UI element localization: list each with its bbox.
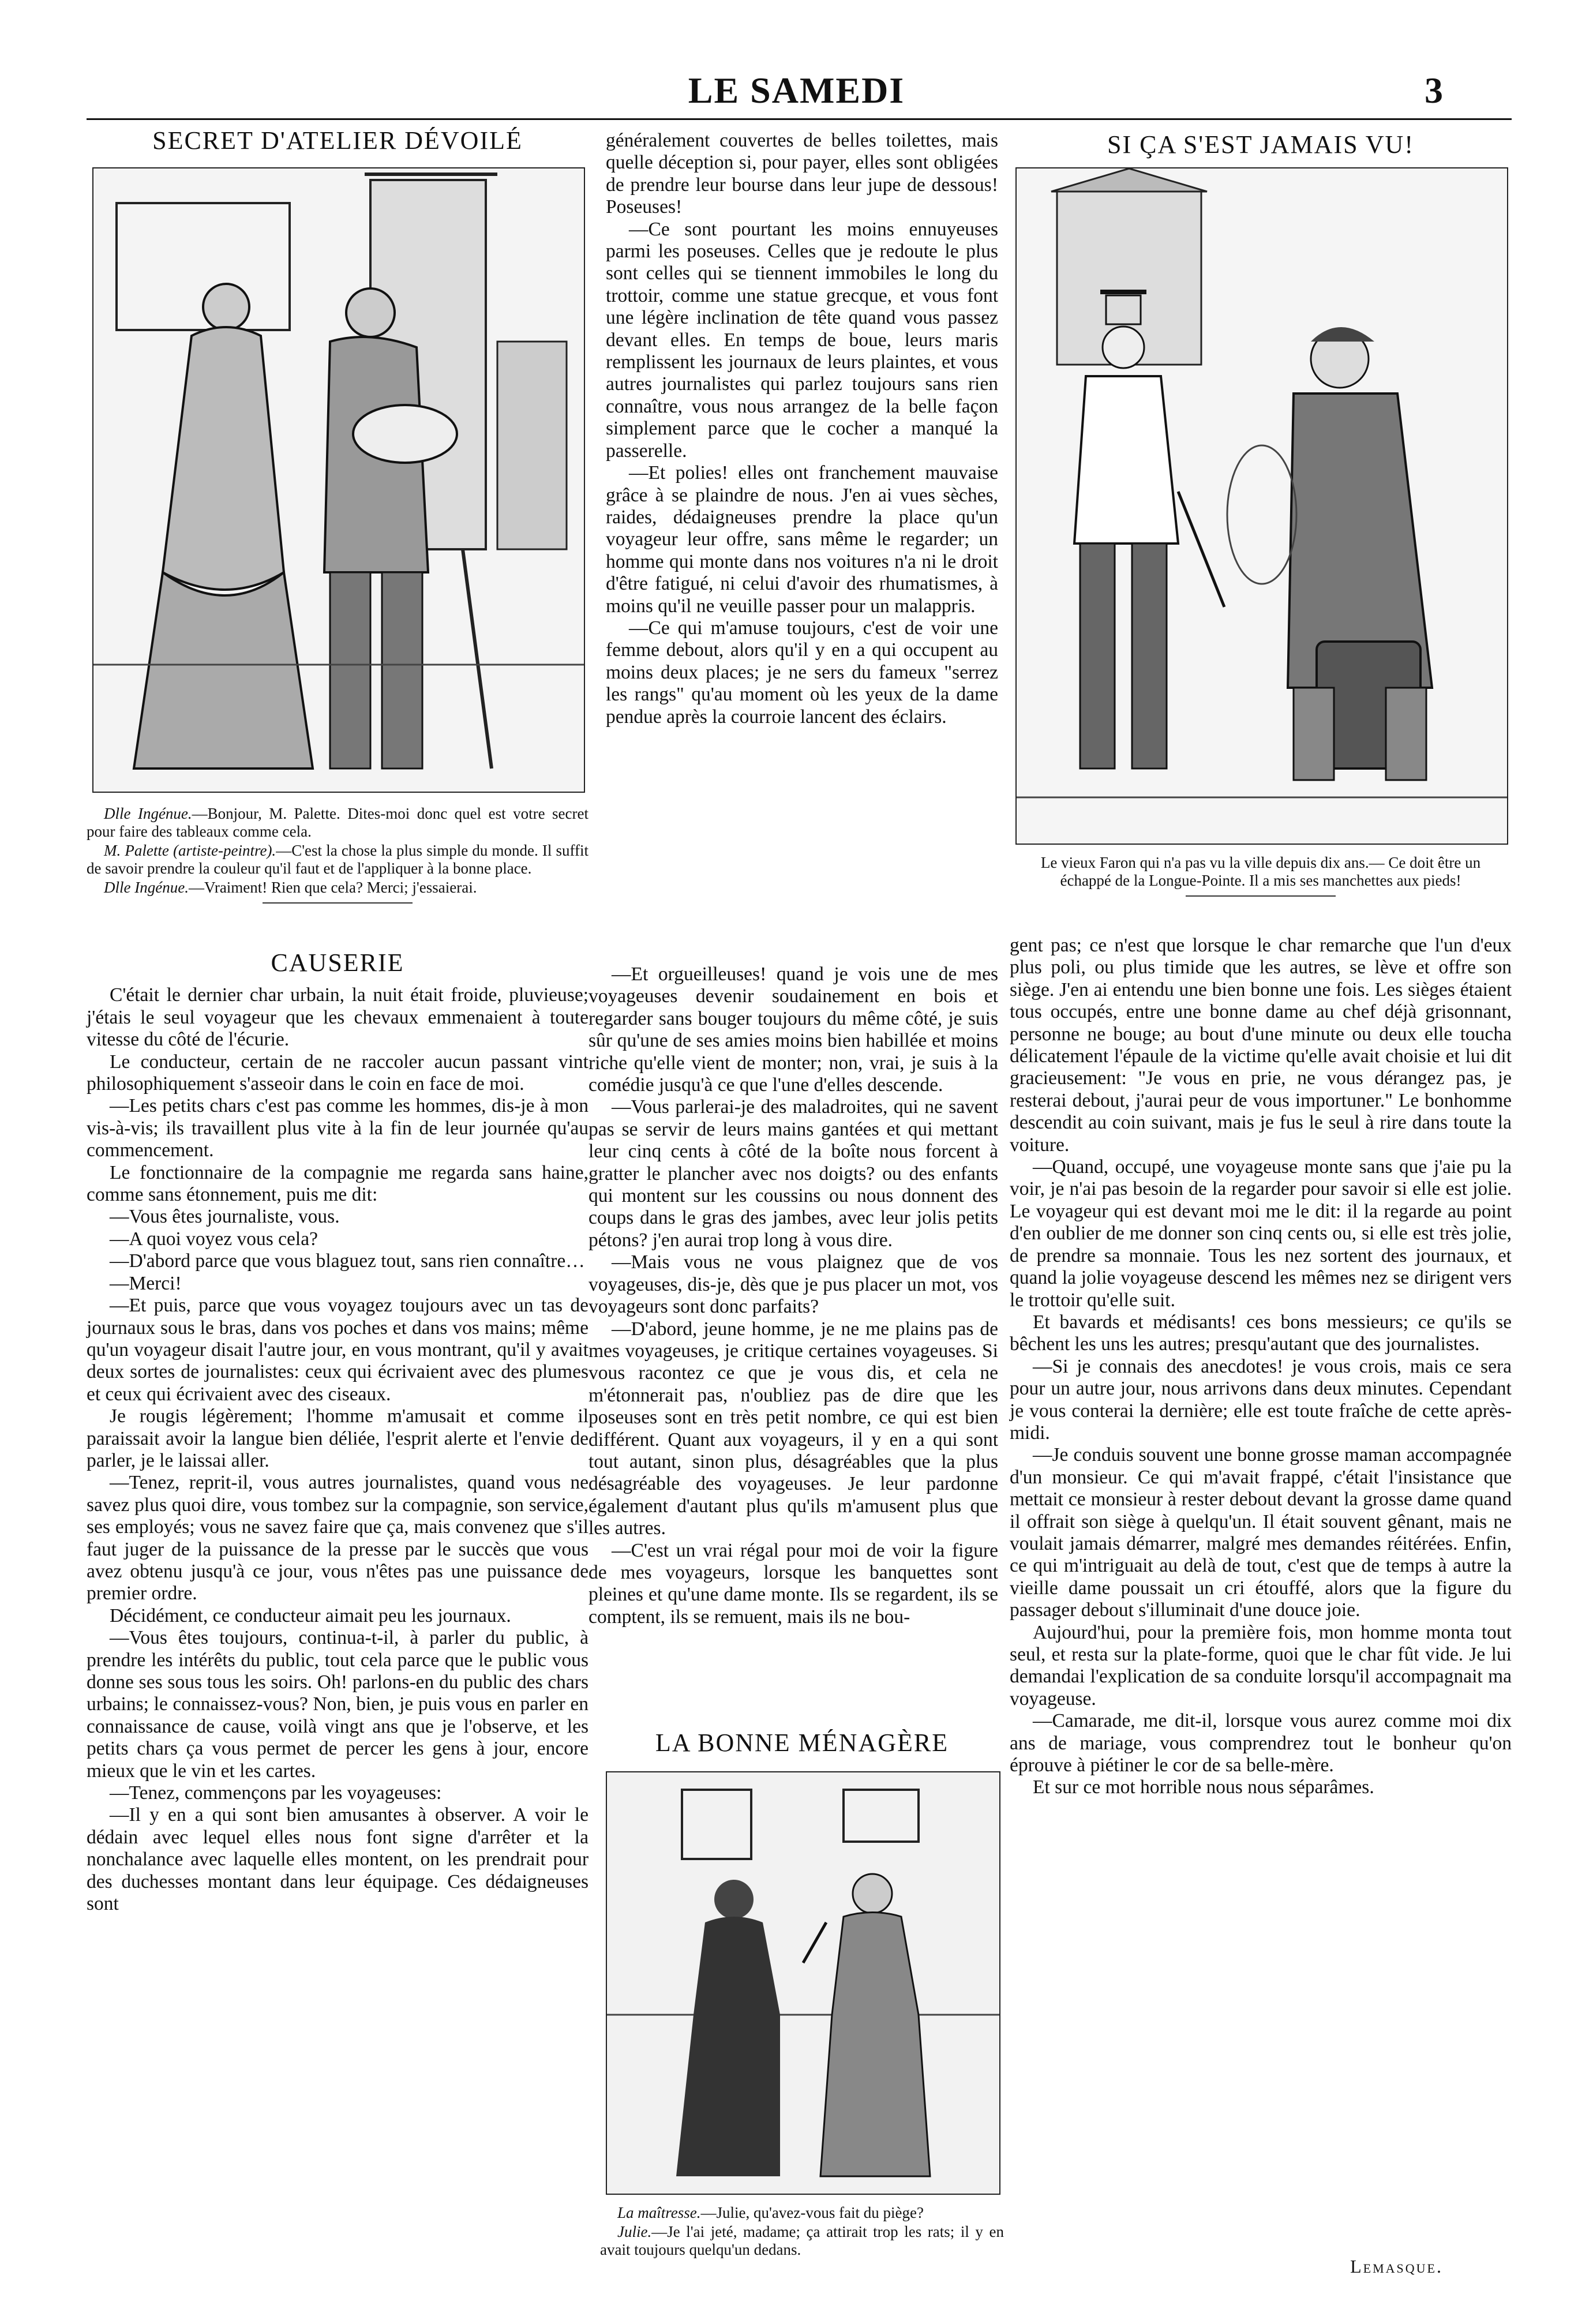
causerie-article bbox=[87, 949, 589, 1915]
illustration-title-jamais-vu: SI ÇA S'EST JAMAIS VU! bbox=[1107, 130, 1414, 159]
paragraph: —Vous êtes journaliste, vous. bbox=[110, 1206, 340, 1228]
paragraph: —Les petits chars c'est pas comme les hommes, dis-je à mon vis-à-vis; ils travaillent plus vite à la fin de leur journée qu'au commencement. bbox=[87, 1095, 589, 1161]
paragraph: —Vous parlerai-je des maladroites, qui ne savent pas se servir de leurs mains gantées et qui mettant leur cinq cents à côté de la boîte nous forcent à gratter le plancher avec nos doigts? ou des enfants qui montent sur les coussins ou nous donnent des coups dans le gras des jambes, avec leur jolis petits pétons? j'en aurai trop long à vous dire. bbox=[589, 1096, 998, 1251]
page-number: 3 bbox=[1425, 70, 1443, 111]
jamais-vu-drawing bbox=[1017, 168, 1507, 844]
paragraph: Et sur ce mot horrible nous nous séparâmes. bbox=[1033, 1776, 1374, 1798]
caption-line: —Je l'ai jeté, madame; ça attirait trop les rats; il y en avait toujours quelqu'un dedans. bbox=[600, 2223, 1004, 2258]
illustration-title-atelier: SECRET D'ATELIER DÉVOILÉ bbox=[152, 126, 523, 155]
paragraph: —Vous êtes toujours, continua-t-il, à parler du public, à prendre les intérêts du public, tout cela parce que le public vous donne ses sous tous les soirs. Oh! parlons-en du public des chars urbains; le connaissez-vous? Non, bien, je puis vous en parler en connaissance de cause, voilà vingt ans que je l'observe, et les petits chars ça vous permet de percer les gens à jour, encore mieux que le vin et les cartes. bbox=[87, 1627, 589, 1782]
paragraph: —Tenez, reprit-il, vous autres journalistes, quand vous ne savez plus quoi dire, vous tombez sur la compagnie, son service, ses employés; vous ne savez faire que ça, mais convenez que s'il faut juger de la puissance de la presse par le succès que vous avez obtenu jusqu'à ce jour, vous n'êtes pas une puissance de premier ordre. bbox=[87, 1472, 589, 1605]
caption-line: —Vraiment! Rien que cela? Merci; j'essaierai. bbox=[188, 879, 477, 896]
illustration-title-menagere: LA BONNE MÉNAGÈRE bbox=[655, 1729, 949, 1757]
illustration-atelier bbox=[92, 167, 585, 793]
atelier-drawing bbox=[93, 168, 584, 792]
paragraph: —Je conduis souvent une bonne grosse maman accompagnée d'un monsieur. Ce qui m'avait frappé, c'était l'insistance que mettait ce monsieur à rester debout devant la grosse dame quand il offrait son siège à quelqu'un. Il était souvent gênant, mais ne voulait jamais démarrer, malgré mes demandes réitérées. Enfin, ce qui m'intriguait au delà de tout, c'est que de temps à autre la vieille dame poussait un cri étouffé, alors que la figure du passager debout s'illuminait d'une douce joie. bbox=[1010, 1444, 1512, 1621]
column-3 bbox=[1010, 935, 1512, 1799]
caption-line: Le vieux Faron qui n'a pas vu la ville depuis dix ans.— Ce doit être un échappé de la Longue-Pointe. Il a mis ses manchettes aux pieds! bbox=[1040, 854, 1481, 889]
caption-line: —C'est la chose la plus simple du monde. Il suffit de savoir prendre la couleur qu'il faut et de l'appliquer à la bonne place. bbox=[87, 842, 589, 877]
column-2-lower bbox=[589, 964, 998, 1628]
paragraph: —D'abord, jeune homme, je ne me plains pas de mes voyageuses, je critique certaines voyageuses. Si vous racontez ce que je vous dis, et cela ne m'étonnerait pas, n'oubliez pas de dire que les poseuses sont en très petit nombre, ce qui est bien différent. Quant aux voyageurs, il y en a qui sont tout autant, sinon plus, désagréables que la plus désagréable des voyageuses. Je leur pardonne également d'autant plus qu'ils m'amusent plus que les autres. bbox=[589, 1318, 998, 1539]
caption-speaker: Dlle Ingénue. bbox=[104, 805, 192, 822]
paragraph: —Ce sont pourtant les moins ennuyeuses parmi les poseuses. Celles que je redoute le plus sont celles qui se tiennent immobiles le long du trottoir, comme une statue grecque, et vous font une légère inclination de tête quand vous passez devant elles. En temps de boue, leurs maris remplissent les journaux de leurs plaintes, et vous autres journalistes qui parlez toujours sans rien connaître, vous nous arrangez de la belle façon simplement parce que le cocher a manqué la passerelle. bbox=[606, 218, 998, 462]
caption-jamais-vu bbox=[1015, 854, 1506, 902]
paragraph: Et bavards et médisants! ces bons messieurs; ce qu'ils se bêchent les uns les autres; presqu'autant que des journalistes. bbox=[1010, 1311, 1512, 1355]
paragraph: —Ce qui m'amuse toujours, c'est de voir une femme debout, alors qu'il y en a qui occupent au moins deux places; je ne sers du fameux "serrez les rangs" qu'au moment où les yeux de la dame pendue après la courroie lancent des éclairs. bbox=[606, 617, 998, 728]
paragraph: Le fonctionnaire de la compagnie me regarda sans haine, comme sans étonnement, puis me dit: bbox=[87, 1161, 589, 1206]
paragraph: —Camarade, me dit-il, lorsque vous aurez comme moi dix ans de mariage, vous comprendrez tout le bonheur qu'on éprouve à piétiner le cor de sa belle-mère. bbox=[1010, 1710, 1512, 1776]
paragraph: —Quand, occupé, une voyageuse monte sans que j'aie pu la voir, je n'ai pas besoin de la regarder pour savoir si elle est jolie. Le voyageur qui est devant moi me le dit: il la regarde au point d'en oublier de me donner son cinq cents ou, si elle est très jolie, de prendre sa monnaie. Tous les nez sortent des journaux, et quand la jolie voyageuse descend les mêmes nez se dirigent vers le trottoir qu'elle suit. bbox=[1010, 1156, 1512, 1311]
paragraph: C'était le dernier char urbain, la nuit était froide, pluvieuse; j'étais le seul voyageur que les chevaux emmenaient à toute vitesse du côté de l'écurie. bbox=[87, 984, 589, 1051]
paragraph: —Et orgueilleuses! quand je vois une de mes voyageuses devenir soudainement en bois et regarder sans bouger toujours du même côté, je suis sûr qu'une de ses amies moins bien habillée et moins riche qu'elle vient de monter; non, vrai, je suis à la comédie jusqu'à ce que l'une d'elles descende. bbox=[589, 964, 998, 1096]
paragraph: Le conducteur, certain de ne raccoler aucun passant vint philosophiquement s'asseoir dans le coin en face de moi. bbox=[87, 1051, 589, 1095]
paragraph: gent pas; ce n'est que lorsque le char remarche que l'un d'eux plus poli, ou plus timide que les autres, se lève et offre son siège. J'en ai entendu une bien bonne une fois. Les sièges étaient tous occupés, entre une bonne dame au chef déjà grisonnant, personne ne bouge; au bout d'une minute ou deux elle toucha délicatement l'épaule de la victime qu'elle avait choisie et lui dit gracieusement: "Je vous en prie, ne vous dérangez pas, je resterai debout, j'aurai peur de vous importuner." Le bonhomme descendit au coin suivant, mais je fus le seul à rire dans toute la voiture. bbox=[1010, 935, 1512, 1156]
paragraph: Je rougis légèrement; l'homme m'amusait et comme il paraissait avoir la langue bien déliée, l'esprit alerte et l'envie de parler, je le laissai aller. bbox=[87, 1405, 589, 1471]
paragraph: —D'abord parce que vous blaguez tout, sans rien connaître… bbox=[110, 1250, 585, 1272]
menagere-drawing bbox=[607, 1772, 999, 2194]
header-rule bbox=[87, 118, 1512, 120]
caption-atelier bbox=[87, 805, 589, 909]
paragraph: —Et puis, parce que vous voyagez toujours avec un tas de journaux sous le bras, dans vos poches et dans vos mains; même qu'un voyageur disait l'autre jour, en vous montrant, qu'il y avait deux sortes de journalistes: ceux qui écrivaient avec des plumes et ceux qui écrivaient avec des ciseaux. bbox=[87, 1295, 589, 1405]
caption-speaker: Julie. bbox=[617, 2223, 652, 2240]
paragraph: généralement couvertes de belles toilettes, mais quelle déception si, pour payer, elles sont obligées de prendre leur bourse dans leur jupe de dessous! Poseuses! bbox=[606, 130, 998, 218]
caption-menagere bbox=[600, 2204, 1004, 2260]
caption-speaker: La maîtresse. bbox=[617, 2204, 701, 2221]
column-2 bbox=[606, 130, 998, 728]
article-title: CAUSERIE bbox=[271, 949, 404, 977]
page-header bbox=[0, 69, 1593, 121]
paragraph: —Mais vous ne vous plaignez que de vos voyageuses, dis-je, dès que je pus placer un mot, vos voyageurs sont donc parfaits? bbox=[589, 1251, 998, 1318]
newspaper-title: LE SAMEDI bbox=[688, 70, 905, 111]
paragraph: —Si je connais des anecdotes! je vous crois, mais ce sera pour un autre jour, nous arrivons dans deux minutes. Cependant je vous conterai la dernière; elle est toute fraîche de cette après-midi. bbox=[1010, 1355, 1512, 1444]
separator bbox=[1186, 895, 1336, 897]
author-signature: Lemasque. bbox=[1350, 2256, 1443, 2277]
illustration-menagere bbox=[606, 1771, 1000, 2195]
caption-speaker: Dlle Ingénue. bbox=[104, 879, 189, 896]
paragraph: —Tenez, commençons par les voyageuses: bbox=[110, 1782, 442, 1804]
paragraph: Décidément, ce conducteur aimait peu les journaux. bbox=[110, 1605, 511, 1626]
column-1 bbox=[87, 126, 589, 155]
caption-line: —Bonjour, M. Palette. Dites-moi donc quel est votre secret pour faire des tableaux comme cela. bbox=[87, 805, 589, 840]
paragraph: —Merci! bbox=[110, 1272, 182, 1294]
caption-line: —Julie, qu'avez-vous fait du piège? bbox=[700, 2204, 924, 2221]
paragraph: —Il y en a qui sont bien amusantes à observer. A voir le dédain avec lequel elles nous font signe d'arrêter et la nonchalance avec laquelle elles montent, on les prendrait pour des duchesses montant dans leur équipage. Ces dédaigneuses sont bbox=[87, 1804, 589, 1915]
separator bbox=[263, 902, 413, 904]
paragraph: —C'est un vrai régal pour moi de voir la figure de mes voyageurs, lorsque les banquettes sont pleines et qu'une dame monte. Ils se regardent, ils se comptent, ils se remuent, mais ils ne bou- bbox=[589, 1539, 998, 1628]
caption-speaker: M. Palette (artiste-peintre). bbox=[104, 842, 276, 859]
paragraph: —A quoi voyez vous cela? bbox=[110, 1228, 318, 1250]
paragraph: Aujourd'hui, pour la première fois, mon homme monta tout seul, et resta sur la plate-forme, quoi que le char fût vide. Je lui demandai l'explication de sa conduite lorsqu'il accompagnait ma voyageuse. bbox=[1010, 1621, 1512, 1710]
illustration-jamais-vu bbox=[1015, 167, 1508, 845]
paragraph: —Et polies! elles ont franchement mauvaise grâce à se plaindre de nous. J'en ai vues sèches, raides, dédaigneuses prendre la place qu'un voyageur leur offre, sans même le regarder; un homme qui monte dans nos voitures n'a ni le droit d'être fatigué, ni celui d'avoir des rhumatismes, à moins qu'il ne veuille passer pour un malappris. bbox=[606, 462, 998, 617]
